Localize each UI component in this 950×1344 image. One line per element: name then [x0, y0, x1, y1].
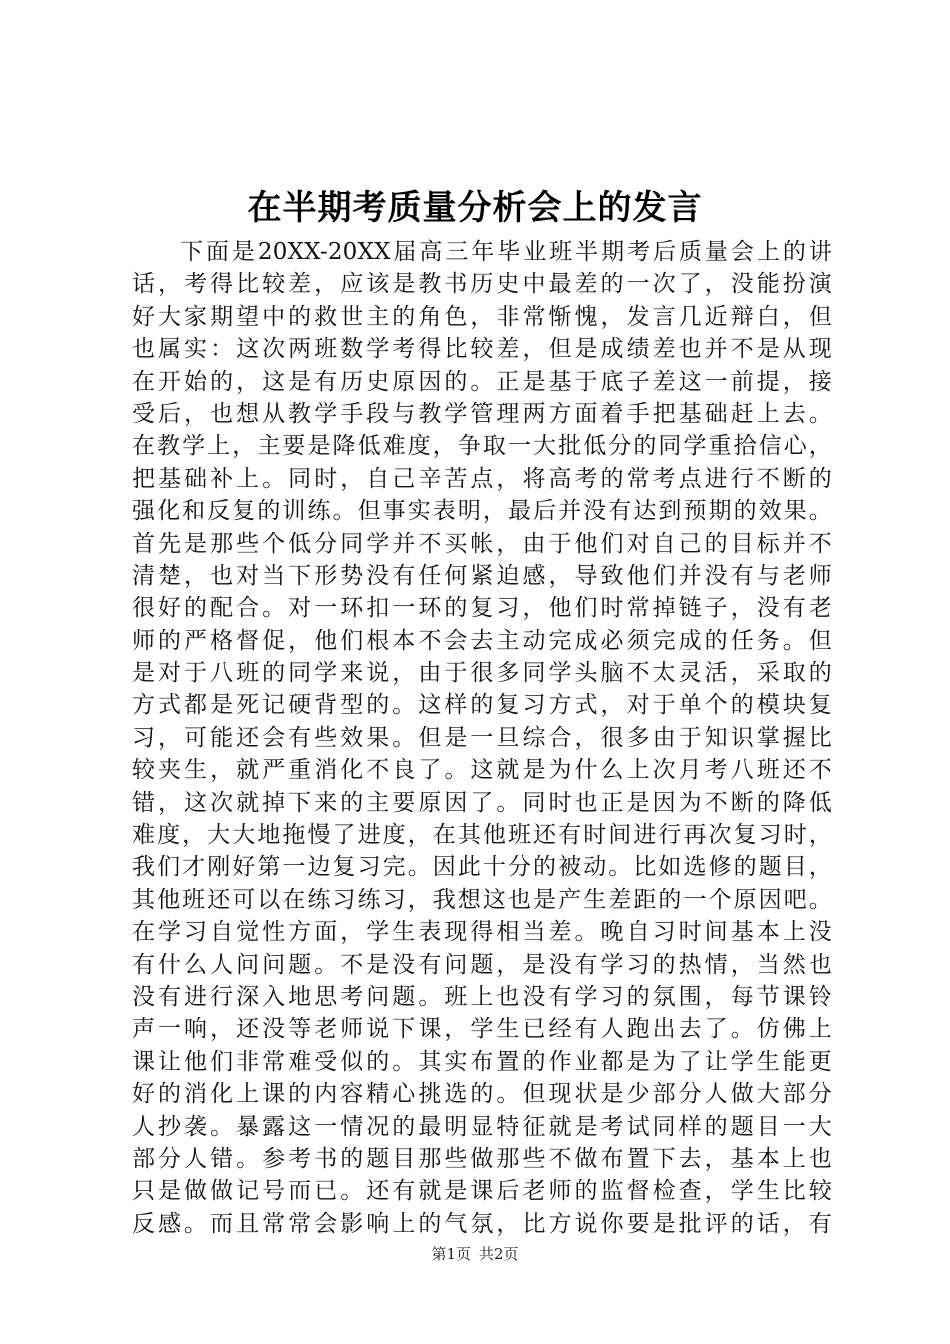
text-line: 课让他们非常难受似的。其实布置的作业都是为了让学生能更 — [132, 1048, 832, 1075]
text-line: 方式都是死记硬背型的。这样的复习方式，对于单个的模块复 — [132, 692, 832, 719]
document-title: 在半期考质量分析会上的发言 — [247, 188, 703, 228]
text-line: 在学习自觉性方面，学生表现得相当差。晚自习时间基本上没 — [132, 919, 832, 946]
text-line: 习，可能还会有些效果。但是一旦综合，很多由于知识掌握比 — [132, 724, 832, 751]
text-line: 在教学上，主要是降低难度，争取一大批低分的同学重拾信心， — [132, 433, 832, 460]
text-line: 部分人错。参考书的题目那些做那些不做布置下去，基本上也 — [132, 1145, 832, 1172]
text-line: 较夹生，就严重消化不良了。这就是为什么上次月考八班还不 — [132, 757, 832, 784]
text-line: 话，考得比较差，应该是教书历史中最差的一次了，没能扮演 — [132, 271, 832, 298]
text-line: 好的消化上课的内容精心挑选的。但现状是少部分人做大部分 — [132, 1081, 832, 1108]
text-line: 首先是那些个低分同学并不买帐，由于他们对自己的目标并不 — [132, 530, 832, 557]
text-line: 在开始的，这是有历史原因的。正是基于底子差这一前提，接 — [132, 368, 832, 395]
text-line: 没有进行深入地思考问题。班上也没有学习的氛围，每节课铃 — [132, 983, 832, 1010]
text-line: 反感。而且常常会影响上的气氛，比方说你要是批评的话，有 — [132, 1210, 832, 1237]
text-line: 下面是20XX-20XX届高三年毕业班半期考后质量会上的讲 — [180, 239, 832, 265]
text-line: 声一响，还没等老师说下课，学生已经有人跑出去了。仿佛上 — [132, 1016, 832, 1043]
page-number: 第1页 — [431, 1245, 471, 1263]
page-footer — [0, 1244, 950, 1264]
text-line: 受后，也想从教学手段与教学管理两方面着手把基础赶上去。 — [132, 400, 832, 427]
text-line: 有什么人问问题。不是没有问题，是没有学习的热情，当然也 — [132, 951, 832, 978]
text-line: 好大家期望中的救世主的角色，非常惭愧，发言几近辩白，但 — [132, 303, 832, 330]
text-line: 错，这次就掉下来的主要原因了。同时也正是因为不断的降低 — [132, 789, 832, 816]
text-line: 强化和反复的训练。但事实表明，最后并没有达到预期的效果。 — [132, 498, 832, 525]
text-line: 人抄袭。暴露这一情况的最明显特征就是考试同样的题目一大 — [132, 1113, 832, 1140]
text-line: 清楚，也对当下形势没有任何紧迫感，导致他们并没有与老师 — [132, 562, 832, 589]
text-line: 其他班还可以在练习练习，我想这也是产生差距的一个原因吧。 — [132, 886, 832, 913]
text-line: 把基础补上。同时，自己辛苦点，将高考的常考点进行不断的 — [132, 465, 832, 492]
body-paragraph — [132, 236, 832, 1240]
text-line: 也属实：这次两班数学考得比较差，但是成绩差也并不是从现 — [132, 336, 832, 363]
text-line: 难度，大大地拖慢了进度，在其他班还有时间进行再次复习时， — [132, 822, 832, 849]
page-total: 共2页 — [479, 1245, 519, 1263]
text-line: 只是做做记号而已。还有就是课后老师的监督检查，学生比较 — [132, 1178, 832, 1205]
text-line: 是对于八班的同学来说，由于很多同学头脑不太灵活，采取的 — [132, 660, 832, 687]
text-line: 很好的配合。对一环扣一环的复习，他们时常掉链子，没有老 — [132, 595, 832, 622]
text-line: 我们才刚好第一边复习完。因此十分的被动。比如选修的题目， — [132, 854, 832, 881]
text-line: 师的严格督促，他们根本不会去主动完成必须完成的任务。但 — [132, 627, 832, 654]
